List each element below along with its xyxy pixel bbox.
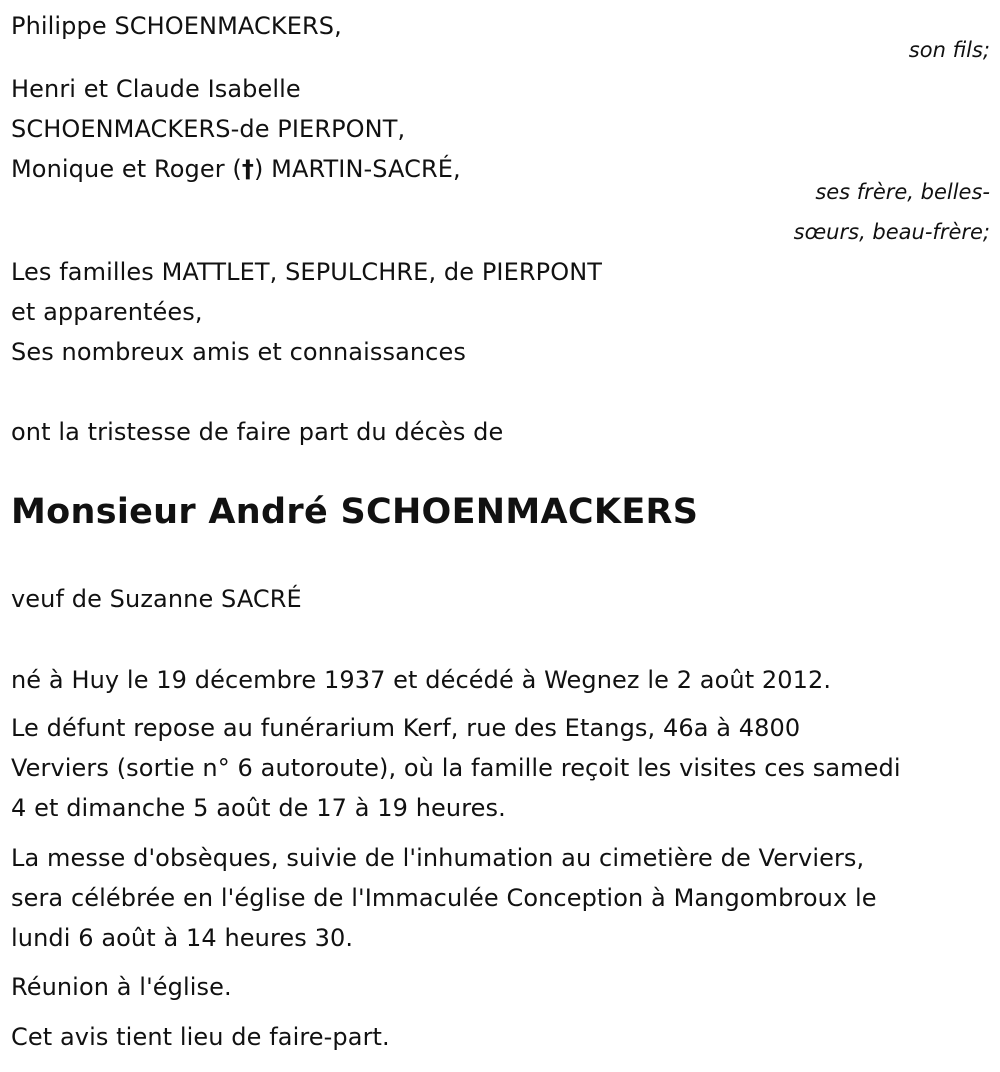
- meeting-info: Réunion à l'église.: [11, 973, 232, 1001]
- siblings-line-3: [11, 149, 461, 189]
- siblings-line-3-prefix: Monique et Roger (: [11, 155, 242, 183]
- widower-of: veuf de Suzanne SACRÉ: [11, 585, 302, 613]
- families-line-3: Ses nombreux amis et connaissances: [11, 338, 466, 366]
- siblings-relation-2: sœurs, beau-frère;: [793, 220, 990, 244]
- deceased-cross-icon: †: [241, 155, 254, 183]
- siblings-line-3-suffix: ) MARTIN-SACRÉ,: [253, 155, 461, 183]
- funerarium-line-3: 4 et dimanche 5 août de 17 à 19 heures.: [11, 794, 506, 822]
- mass-line-3: lundi 6 août à 14 heures 30.: [11, 924, 354, 952]
- funerarium-line-1: Le défunt repose au funérarium Kerf, rue des Etangs, 46a à 4800: [11, 714, 801, 742]
- son-relation: son fils;: [908, 38, 990, 62]
- birth-death: né à Huy le 19 décembre 1937 et décédé à Wegnez le 2 août 2012.: [11, 666, 832, 694]
- announcement: ont la tristesse de faire part du décès de: [11, 418, 504, 446]
- son-name: Philippe SCHOENMACKERS,: [11, 12, 342, 40]
- families-line-1: Les familles MATTLET, SEPULCHRE, de PIERPONT: [11, 258, 603, 286]
- siblings-relation-1: ses frère, belles-: [815, 180, 990, 204]
- mass-line-2: sera célébrée en l'église de l'Immaculée Conception à Mangombroux le: [11, 884, 877, 912]
- siblings-line-1: Henri et Claude Isabelle: [11, 75, 301, 103]
- notice-info: Cet avis tient lieu de faire-part.: [11, 1023, 390, 1051]
- families-line-2: et apparentées,: [11, 298, 203, 326]
- funerarium-line-2: Verviers (sortie n° 6 autoroute), où la famille reçoit les visites ces samedi: [11, 754, 901, 782]
- deceased-name: Monsieur André SCHOENMACKERS: [11, 492, 699, 532]
- mass-line-1: La messe d'obsèques, suivie de l'inhumation au cimetière de Verviers,: [11, 844, 865, 872]
- siblings-line-2: SCHOENMACKERS-de PIERPONT,: [11, 115, 406, 143]
